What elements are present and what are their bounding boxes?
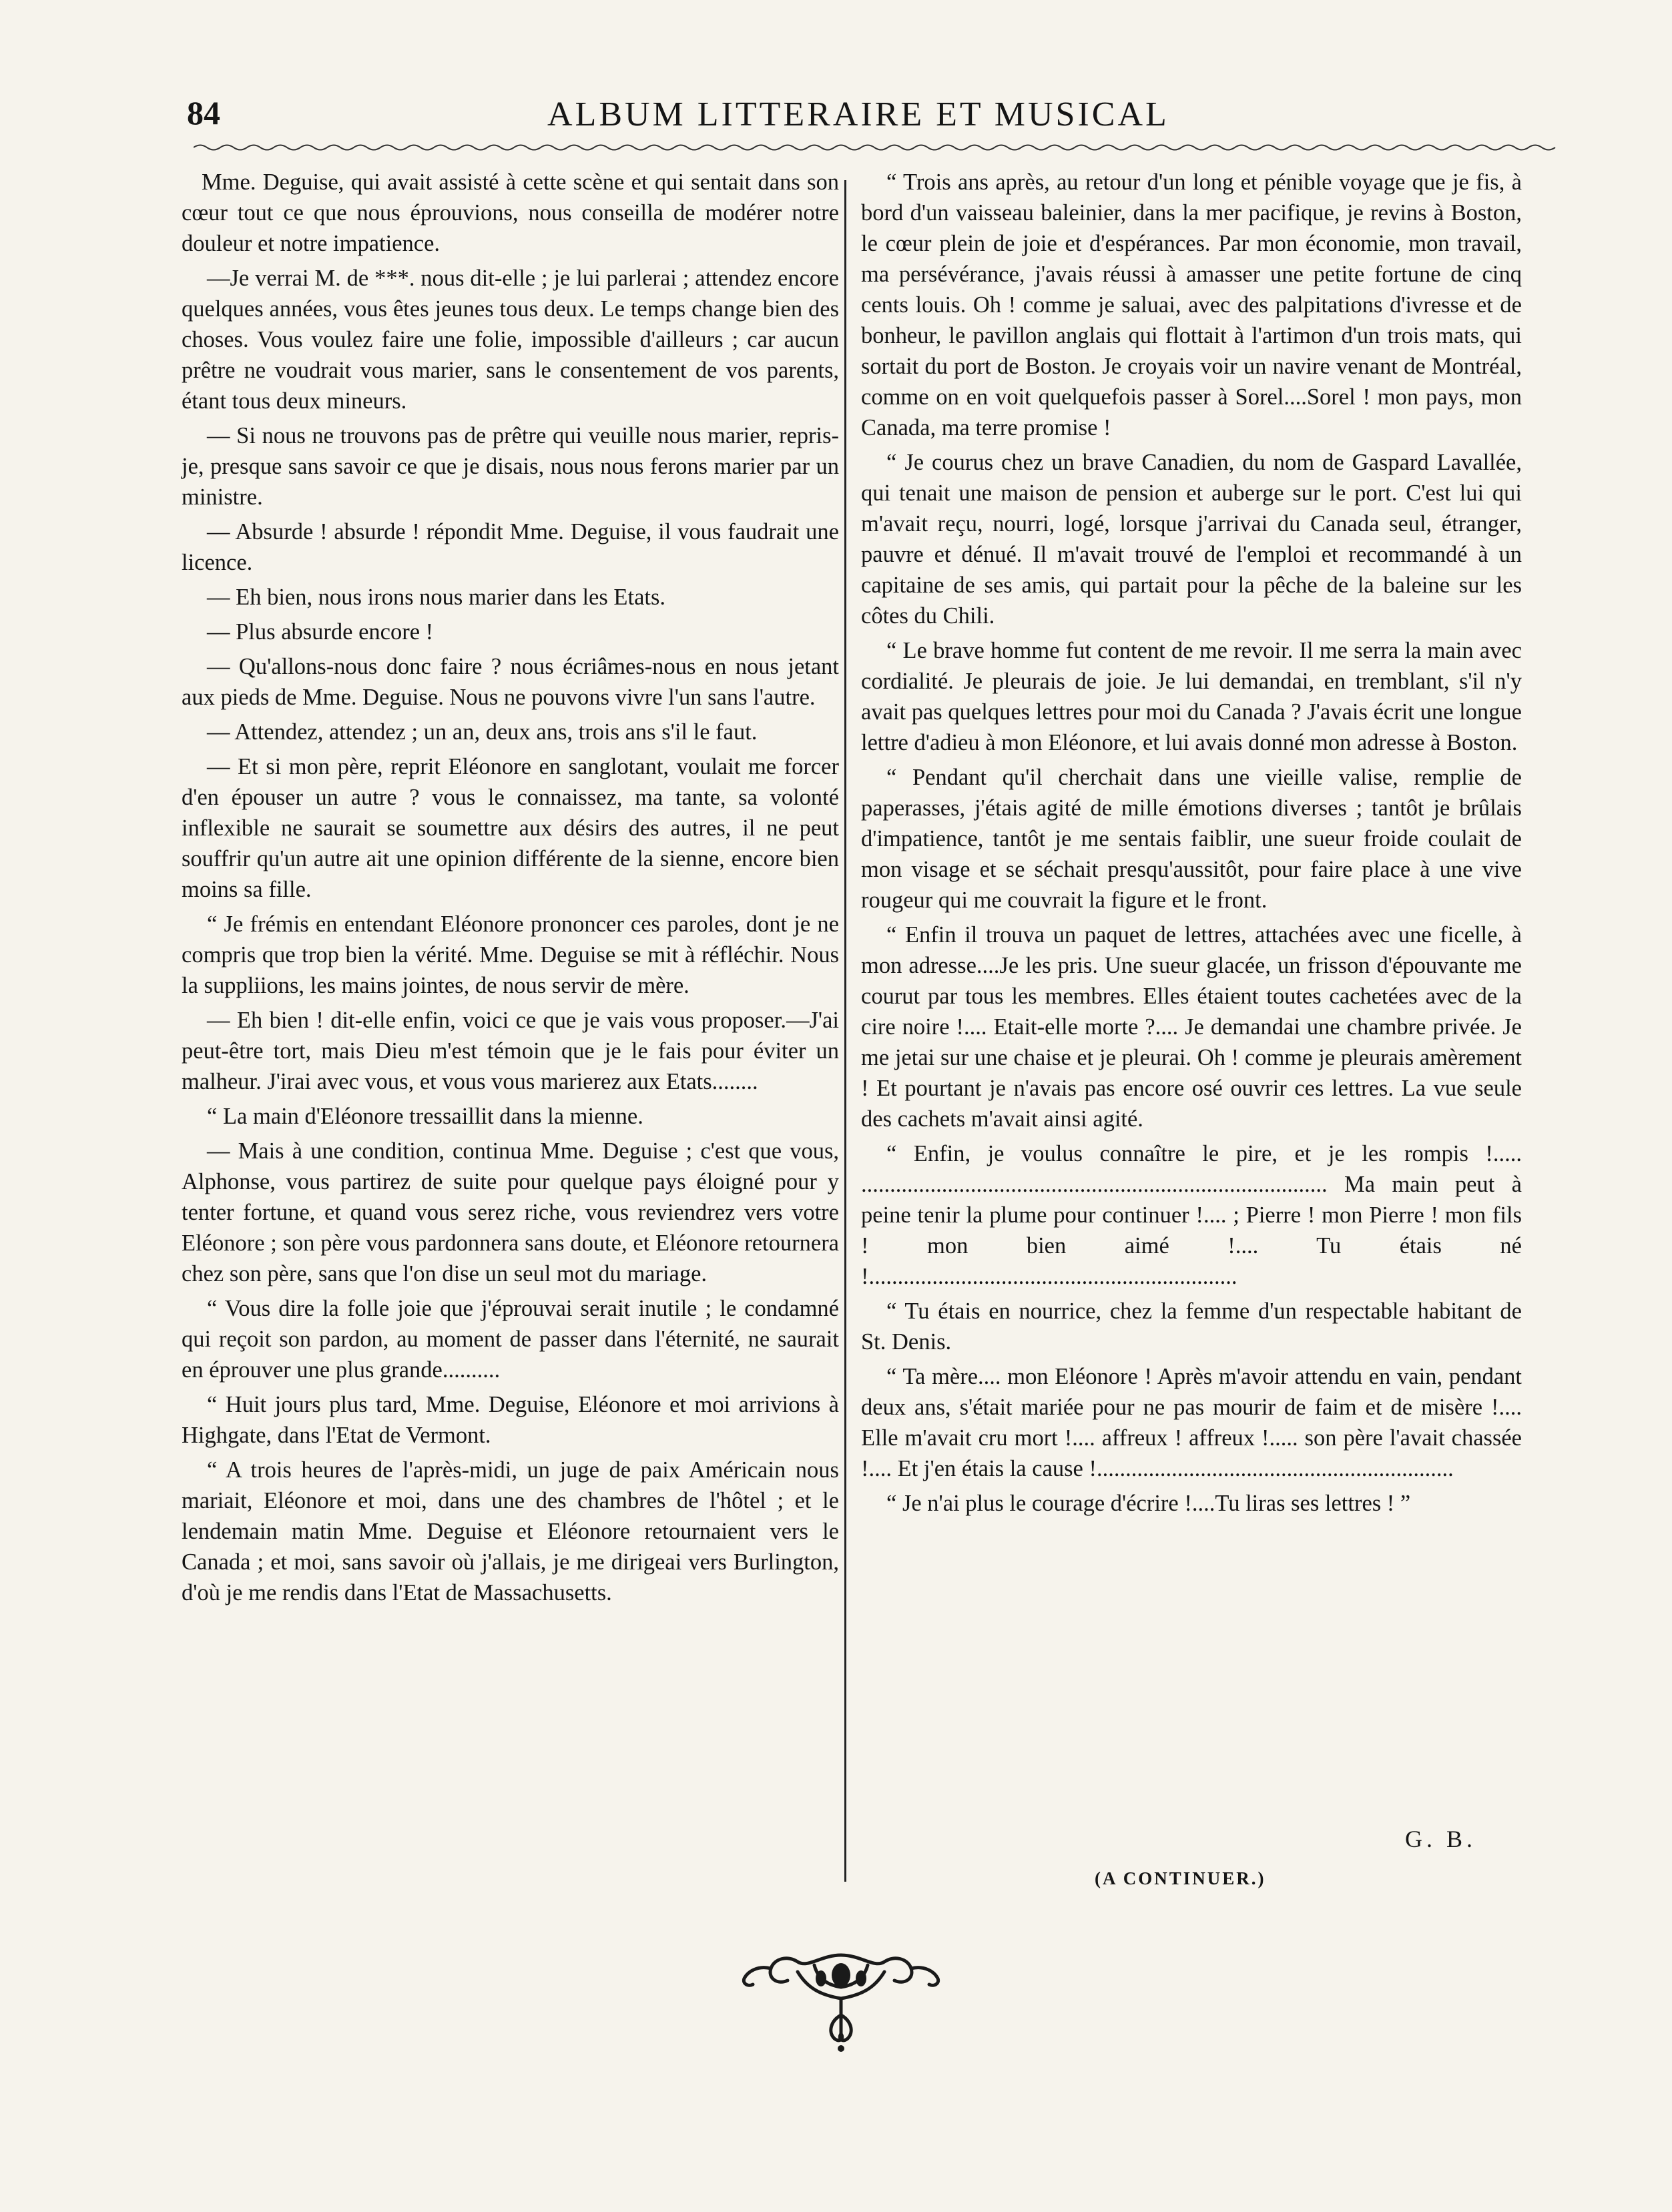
paragraph: — Plus absurde encore ! [207,619,434,645]
paragraph: — Et si mon père, reprit Eléonore en sanglotant, voulait me forcer d'en épouser un autre ? vous le connaissez, ma tante, sa volonté inflexible ne saurait se soumettre aux désirs des autres, il ne peut souffrir qu'un autre ait une opinion différente de la sienne, encore bien moins sa fille. [182,754,839,902]
paragraph: “ Enfin, je voulus connaître le pire, et je les rompis !..... ................................................................................. Ma main peut à peine tenir la plume pour continuer !.... ; Pierre ! mon Pierre ! mon fils ! mon bien aimé !.... Tu étais né !................................................................ [861,1141,1522,1289]
paragraph: — Absurde ! absurde ! répondit Mme. Deguise, il vous faudrait une licence. [182,519,839,575]
paragraph: “ Je courus chez un brave Canadien, du nom de Gaspard Lavallée, qui tenait une maison de pension et auberge sur le port. C'est lui qui m'avait reçu, nourri, logé, lorsque j'arrivai du Canada seul, étranger, pauvre et dénué. Il m'avait trouvé de l'emploi et recommandé à un capitaine de ses amis, qui partait pour la pêche de la baleine sur les côtes du Chili. [861,450,1522,629]
paragraph: Mme. Deguise, qui avait assisté à cette scène et qui sentait dans son cœur tout ce que nous éprouvions, nous conseilla de modérer notre douleur et notre impatience. [182,169,839,256]
running-title: ALBUM LITTERAIRE ET MUSICAL [547,95,1169,133]
paragraph: “ Je frémis en entendant Eléonore prononcer ces paroles, dont je ne compris que trop bien la vérité. Mme. Deguise se mit à réfléchir. Nous la suppliions, les mains jointes, de nous servir de mère. [182,911,839,998]
paragraph: “ La main d'Eléonore tressaillit dans la mienne. [207,1104,643,1129]
right-column [861,167,1522,1523]
paragraph: —Je verrai M. de ***. nous dit-elle ; je lui parlerai ; attendez encore quelques années, vous êtes jeunes tous deux. Le temps change bien des choses. Vous voulez faire une folie, impossible d'ailleurs ; car aucun prêtre ne voudrait vous marier, sans le consentement de vos parents, étant tous deux mineurs. [182,266,839,414]
wavy-header-rule [194,141,1562,153]
page-number: 84 [187,94,220,131]
paragraph: “ Enfin il trouva un paquet de lettres, attachées avec une ficelle, à mon adresse....Je les pris. Une sueur glacée, un frisson d'épouvante me courut par tous les membres. Elles étaient toutes cachetées avec de la cire noire !.... Etait-elle morte ?.... Je demandai une chambre privée. Je me jetai sur une chaise et je pleurai. Oh ! comme je pleurais amèrement ! Et pourtant je n'avais pas encore osé ouvrir ces lettres. La vue seule des cachets m'avait ainsi agité. [861,922,1522,1132]
author-signature: G. B. [1405,1826,1477,1852]
paragraph: — Mais à une condition, continua Mme. Deguise ; c'est que vous, Alphonse, vous partirez de suite pour quelque pays éloigné pour y tenter fortune, et quand vous serez riche, vous reviendrez vers votre Eléonore ; son père vous pardonnera sans doute, et Eléonore retournera chez son père, sans que l'on dise un seul mot du mariage. [182,1138,839,1286]
paragraph: — Attendez, attendez ; un an, deux ans, trois ans s'il le faut. [207,719,758,745]
paragraph: “ Trois ans après, au retour d'un long et pénible voyage que je fis, à bord d'un vaisseau baleinier, dans la mer pacifique, je revins à Boston, le cœur plein de joie et d'espérances. Par mon économie, mon travail, ma persévérance, j'avais réussi à amasser une petite fortune de cinq cents louis. Oh ! comme je saluai, avec des palpitations d'ivresse et de bonheur, le pavillon anglais qui flottait à l'artimon d'un trois mats, qui sortait du port de Boston. Je croyais voir un navire venant de Montréal, comme on en voit quelquefois passer à Sorel....Sorel ! mon pays, mon Canada, ma terre promise ! [861,169,1522,440]
paragraph: “ Huit jours plus tard, Mme. Deguise, Eléonore et moi arrivions à Highgate, dans l'Etat de Vermont. [182,1392,839,1448]
paragraph: “ A trois heures de l'après-midi, un juge de paix Américain nous mariait, Eléonore et moi, dans une des chambres de l'hôtel ; et le lendemain matin Mme. Deguise et Eléonore retournaient vers le Canada ; et moi, sans savoir où j'allais, je me dirigeai vers Burlington, d'où je me rendis dans l'Etat de Massachusetts. [182,1457,839,1605]
paragraph: — Qu'allons-nous donc faire ? nous écriâmes-nous en nous jetant aux pieds de Mme. Deguise. Nous ne pouvons vivre l'un sans l'autre. [182,654,839,710]
paragraph: — Eh bien, nous irons nous marier dans les Etats. [207,585,666,610]
paragraph: “ Pendant qu'il cherchait dans une vieille valise, remplie de paperasses, j'étais agité de mille émotions diverses ; tantôt je brûlais d'impatience, tantôt je me sentais faiblir, une sueur froide coulait de mon visage et se séchait presqu'aussitôt, pour faire place à une vive rougeur qui me couvrait la figure et le front. [861,765,1522,913]
paragraph: “ Je n'ai plus le courage d'écrire !....Tu liras ses lettres ! ” [886,1491,1411,1516]
paragraph: “ Le brave homme fut content de me revoir. Il me serra la main avec cordialité. Je pleurais de joie. Je lui demandai, en tremblant, s'il n'y avait pas quelques lettres pour moi du Canada ? J'avais écrit une longue lettre d'adieu à mon Eléonore, et lui avais donné mon adresse à Boston. [861,638,1522,755]
continuation-note: (A CONTINUER.) [1095,1868,1266,1888]
fleuron-ornament-icon [734,1942,948,2055]
paragraph: — Eh bien ! dit-elle enfin, voici ce que je vais vous proposer.—J'ai peut-être tort, mais Dieu m'est témoin que je le fais pour éviter un malheur. J'irai avec vous, et vous vous marierez aux Etats........ [182,1008,839,1094]
column-divider [844,180,846,1882]
left-column [182,167,839,1612]
paragraph: “ Vous dire la folle joie que j'éprouvai serait inutile ; le condamné qui reçoit son pardon, au moment de passer dans l'éternité, ne saurait en éprouver une plus grande.......... [182,1296,839,1383]
paragraph: — Si nous ne trouvons pas de prêtre qui veuille nous marier, repris-je, presque sans savoir ce que je disais, nous nous ferons marier par un ministre. [182,423,839,510]
paragraph: “ Tu étais en nourrice, chez la femme d'un respectable habitant de St. Denis. [861,1299,1522,1355]
paragraph: “ Ta mère.... mon Eléonore ! Après m'avoir attendu en vain, pendant deux ans, s'était mariée pour ne pas mourir de faim et de misère !.... Elle m'avait cru mort !.... affreux ! affreux !..... son père l'avait chassée !.... Et j'en étais la cause !.............................................................. [861,1364,1522,1481]
